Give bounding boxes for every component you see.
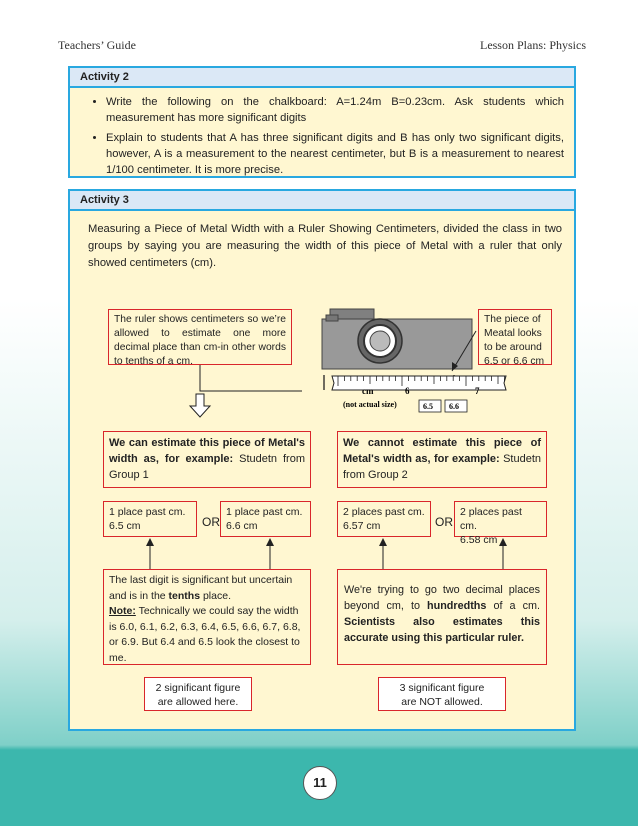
option-value: 6.58 cm [460,534,498,546]
conclusion-line: 2 significant figure [155,682,241,694]
ruler-caption: (not actual size) [343,400,397,409]
activity-3-box [68,189,576,731]
note-label: Note: [109,605,136,617]
group1-estimate-box [103,431,311,488]
ruler-mark-6: 6 [405,386,410,396]
ruler [324,375,506,412]
conclusion-line: 3 significant figure [399,682,485,694]
page-number: 11 [303,766,337,800]
group2-option-1 [337,501,431,537]
camera-icon [322,309,472,369]
down-arrow-icon [190,394,210,417]
ruler-unit-label: cm [362,386,374,396]
option-title: 2 places past cm. [343,506,425,518]
metal-estimate-note-box: The piece of Meatal looks to be around 6.5 or 6.6 cm [478,309,552,365]
ruler-note-box: The ruler shows centimeters so we’re allowed to estimate one more decimal place than cm-in other words to tenths of a cm. [108,309,292,365]
group2-estimate-bold: We cannot estimate this piece of Metal's width as, for example: [343,437,541,465]
activity-2-bullet: • Explain to students that A has three significant digits and B has only two significant digits, however, A is a measurement to the nearest centimeter, but B is a measurement to nearest 1/100 centimeter. It is more precise. [106,130,564,178]
ruler-mark-7: 7 [475,386,480,396]
conclusion-line: are allowed here. [157,696,239,708]
note-text: Technically we could say the width is 6.0, 6.1, 6.2, 6.3, 6.4, 6.5, 6.6, 6.7, 6.8, or 6.9. But 6.4 and 6.5 look the closest to me. [109,605,301,664]
option-title: 1 place past cm. [226,506,303,518]
group1-conclusion-box [144,677,252,711]
ruler-reading-6-6: 6.6 [449,402,459,411]
header-right: Lesson Plans: Physics [479,38,586,52]
group2-or-label: OR [435,515,453,529]
expl-text: place. [200,589,231,602]
option-value: 6.6 cm [226,520,258,532]
group2-explanation-box [337,569,547,665]
group2-estimate-box [337,431,547,488]
up-arrow-icon [379,538,387,546]
option-value: 6.57 cm [343,520,381,532]
group2-estimate-rest: Studetn from Group 2 [343,453,541,481]
up-arrow-icon [146,538,154,546]
expl-bold: Scientists also estimates this accurate using this particular ruler. [344,616,540,644]
expl-bold: tenths [168,589,201,602]
activity-2-list [70,94,564,178]
expl-bold: hundredths [427,600,487,612]
group2-option-2 [454,501,547,546]
expl-text: We're trying to go two decimal places beyond cm, to [344,584,540,612]
group2-conclusion-box [378,677,506,711]
header-left: Teachers’ Guide [58,38,136,52]
activity-3-intro: Measuring a Piece of Metal Width with a Ruler Showing Centimeters, divided the class in two groups by saying you are measuring the width of this piece of Metal with a ruler that only showed centimeters (cm). [88,223,562,269]
up-arrow-icon [266,538,274,546]
activity-2-bullet: • Write the following on the chalkboard: A=1.24m B=0.23cm. Ask students which measurement has more significant digits [106,94,564,126]
option-title: 1 place past cm. [109,506,186,518]
expl-text: of a cm. [486,600,540,612]
option-title: 2 places past cm. [460,506,522,532]
group1-estimate-rest: Studetn from Group 1 [109,453,305,481]
connector-line [200,363,302,391]
activity-3-title: Activity 3 [70,191,574,211]
option-value: 6.5 cm [109,520,141,532]
group1-estimate-bold: We can estimate this piece of Metal's width as, for example: [109,437,305,465]
group1-explanation-box [103,569,311,665]
activity-2-box [68,66,576,178]
activity-2-title: Activity 2 [70,68,574,88]
group1-option-1 [103,501,197,537]
group1-or-label: OR [202,515,220,529]
expl-text: The last digit is significant but uncertain and is in the [109,574,293,602]
group1-option-2 [220,501,311,537]
ruler-reading-6-5: 6.5 [423,402,433,411]
conclusion-line: are NOT allowed. [401,696,483,708]
